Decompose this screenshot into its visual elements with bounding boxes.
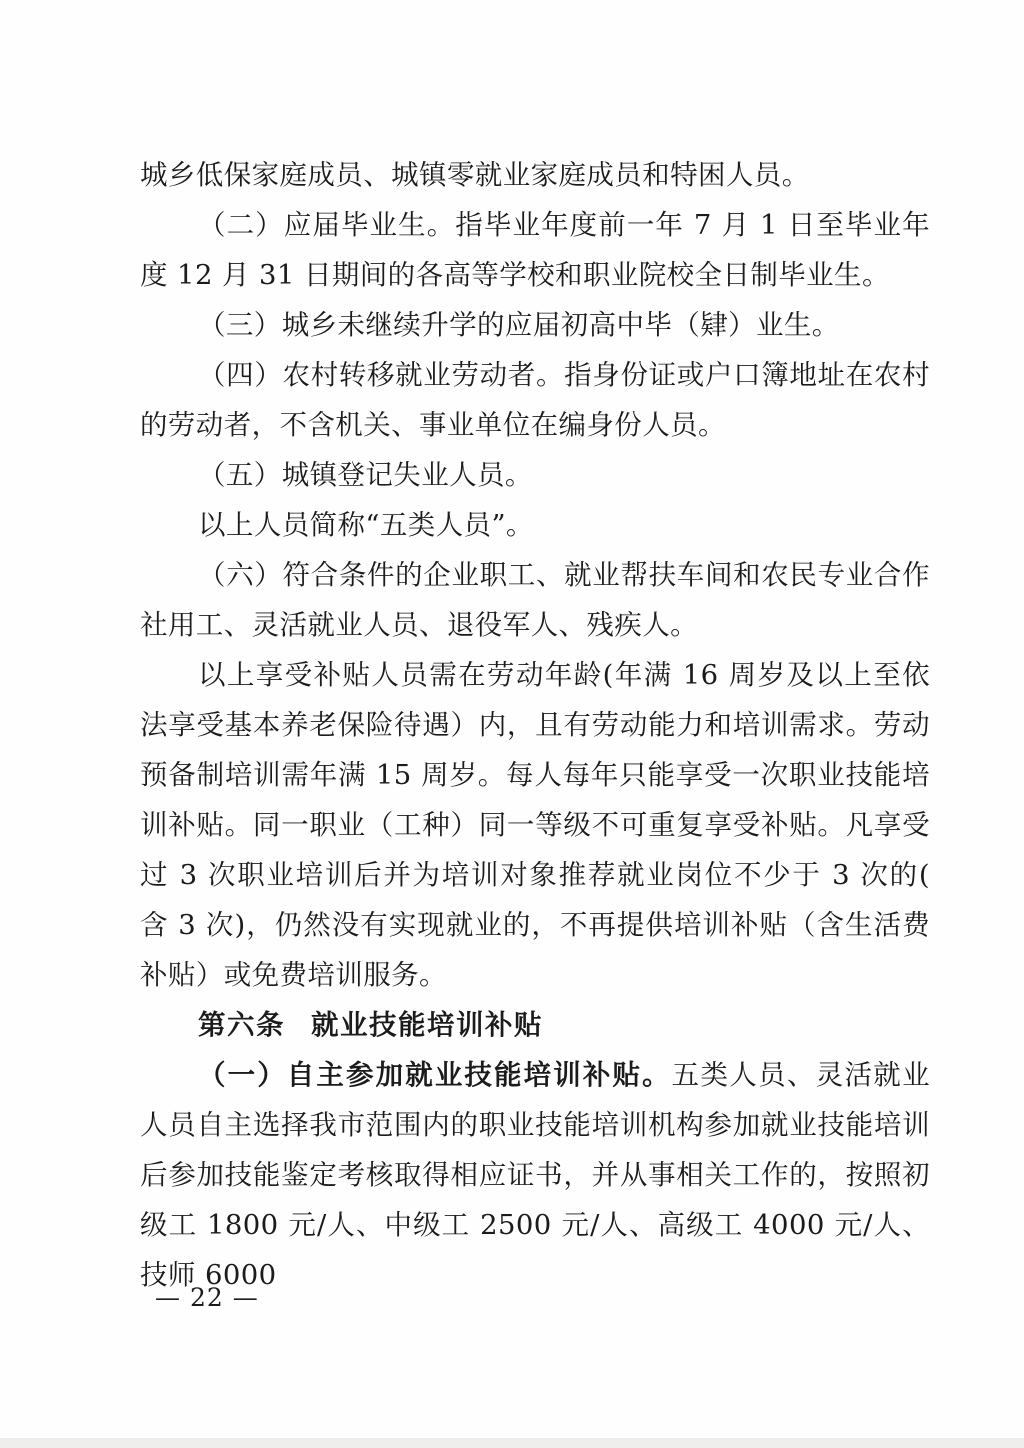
section-heading [140, 1000, 930, 1050]
paragraph: （三）城乡未继续升学的应届初高中毕（肄）业生。 [198, 309, 840, 341]
paragraph: 城乡低保家庭成员、城镇零就业家庭成员和特困人员。 [140, 159, 810, 191]
paragraph: 以上人员简称“五类人员”。 [198, 509, 534, 541]
paragraph: （五）城镇登记失业人员。 [198, 459, 533, 491]
paragraph: （二）应届毕业生。指毕业年度前一年 7 月 1 日至毕业年度 12 月 31 日期间的各高等学校和职业院校全日制毕业生。 [140, 209, 930, 291]
page-body [140, 150, 930, 1300]
paragraph: （四）农村转移就业劳动者。指身份证或户口簿地址在农村的劳动者，不含机关、事业单位在编身份人员。 [140, 359, 930, 441]
section-heading-title: 就业技能培训补贴 [311, 1009, 543, 1041]
page-number: — 22 — [155, 1283, 259, 1312]
paragraph: （六）符合条件的企业职工、就业帮扶车间和农民专业合作社用工、灵活就业人员、退役军人、残疾人。 [140, 559, 930, 641]
page-edge-shadow [0, 1438, 1024, 1448]
subsection-paragraph [140, 1050, 930, 1300]
paragraph: 以上享受补贴人员需在劳动年龄(年满 16 周岁及以上至依法享受基本养老保险待遇）内，且有劳动能力和培训需求。劳动预备制培训需年满 15 周岁。每人每年只能享受一次职业技能培训补贴。同一职业（工种）同一等级不可重复享受补贴。凡享受过 3 次职业培训后并为培训对象推荐就业岗位不少于 3 次的( 含 3 次)，仍然没有实现就业的，不再提供培训补贴（含生活费补贴）或免费培训服务。 [140, 659, 930, 991]
subsection-label: （一）自主参加就业技能培训补贴。 [198, 1059, 672, 1091]
subsection-text: 五类人员、灵活就业人员自主选择我市范围内的职业技能培训机构参加就业技能培训后参加技能鉴定考核取得相应证书，并从事相关工作的，按照初级工 1800 元/人、中级工 2500 元/人、高级工 4000 元/人、技师 6000 [140, 1059, 931, 1291]
section-heading-article: 第六条 [198, 1009, 285, 1041]
